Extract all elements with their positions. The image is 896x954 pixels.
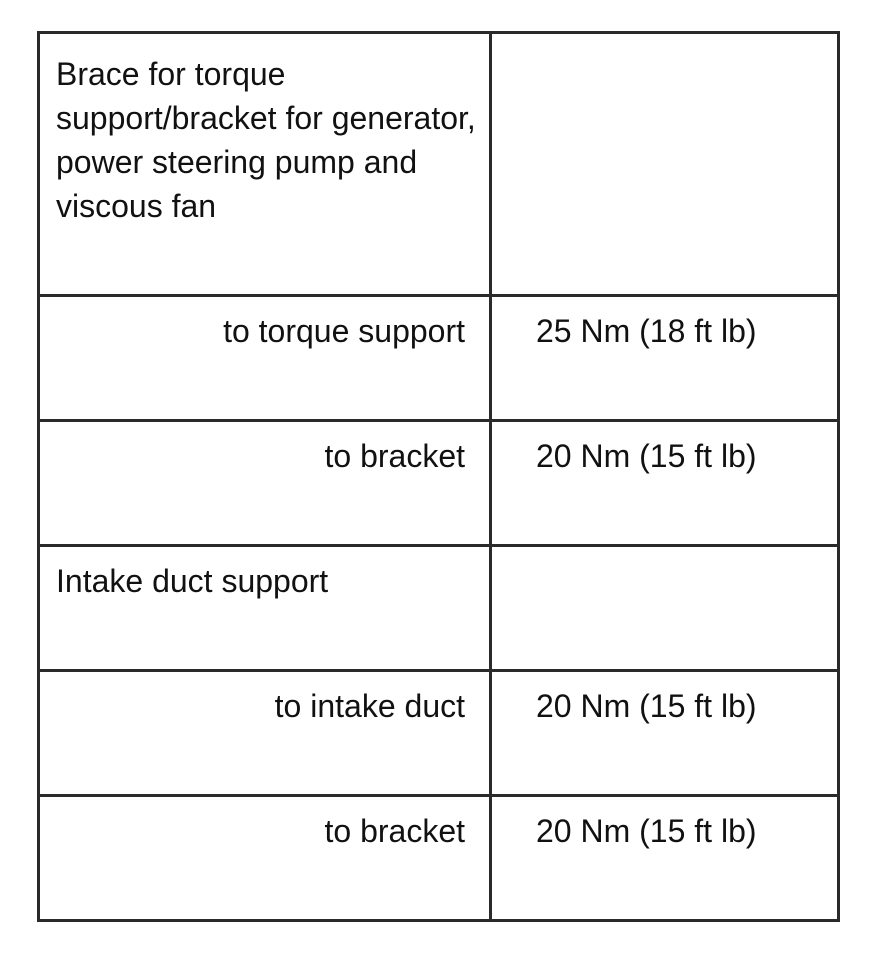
table-row — [39, 296, 839, 421]
table-row — [39, 546, 839, 671]
component-cell: Brace for torque support/bracket for generator, power steering pump and viscous fan — [39, 33, 491, 296]
table-row — [39, 796, 839, 921]
table-row — [39, 33, 839, 296]
component-cell: to torque support — [39, 296, 491, 421]
table-row — [39, 421, 839, 546]
component-cell: Intake duct support — [39, 546, 491, 671]
table-row — [39, 671, 839, 796]
torque-value-cell: 25 Nm (18 ft lb) — [491, 296, 839, 421]
torque-value-cell: 20 Nm (15 ft lb) — [491, 796, 839, 921]
torque-value-cell: 20 Nm (15 ft lb) — [491, 421, 839, 546]
torque-value-cell: 20 Nm (15 ft lb) — [491, 671, 839, 796]
torque-value-cell — [491, 546, 839, 671]
component-cell: to bracket — [39, 796, 491, 921]
torque-value-cell — [491, 33, 839, 296]
component-cell: to intake duct — [39, 671, 491, 796]
torque-spec-table — [37, 31, 840, 922]
component-cell: to bracket — [39, 421, 491, 546]
